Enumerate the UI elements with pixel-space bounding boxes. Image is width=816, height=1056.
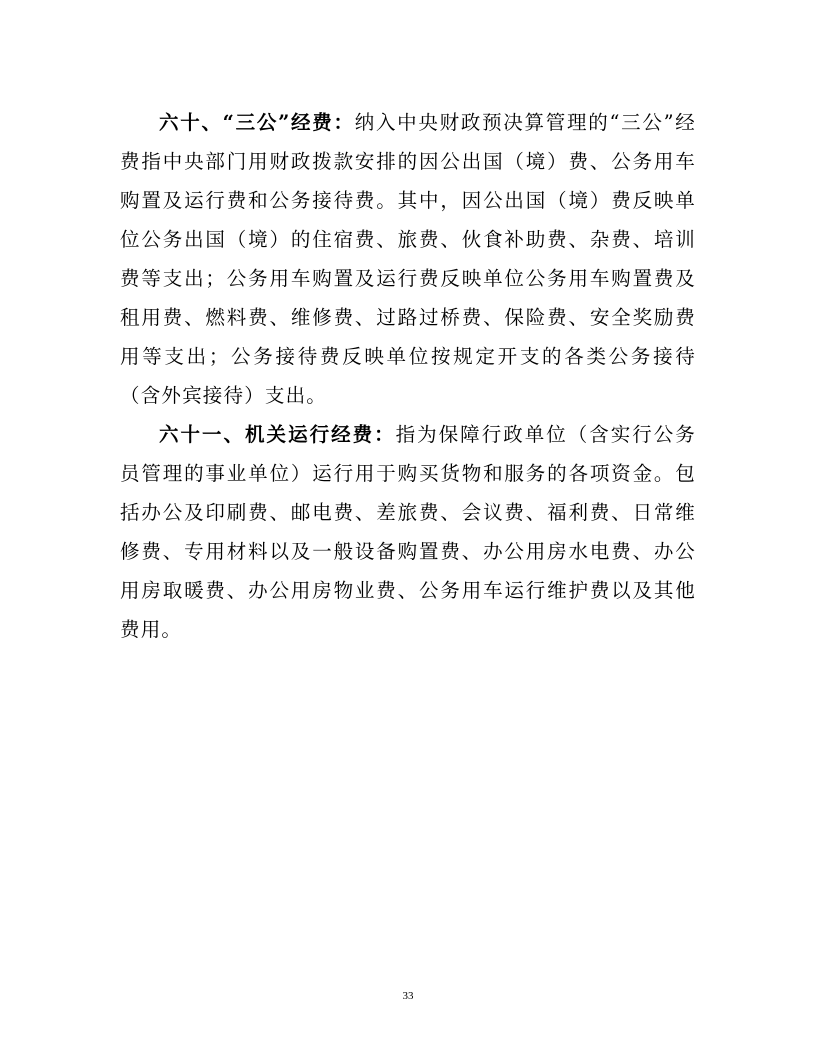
term-agency-operating-expenses: 六十一、机关运行经费： bbox=[159, 423, 396, 446]
definition-sangong-expenses: 纳入中央财政预决算管理的“三公”经费指中央部门用财政拨款安排的因公出国（境）费、公务用车购置及运行费和公务接待费。其中，因公出国（境）费反映单位公务出国（境）的住宿费、旅费、伙食补助费、杂费、培训费等支出；公务用车购置及运行费反映单位公务用车购置费及租用费、燃料费、维修费、过路过桥费、保险费、安全奖励费用等支出；公务接待费反映单位按规定开支的各类公务接待（含外宾接待）支出。 bbox=[120, 111, 696, 407]
definition-agency-operating-expenses: 指为保障行政单位（含实行公务员管理的事业单位）运行用于购买货物和服务的各项资金。包括办公及印刷费、邮电费、差旅费、会议费、福利费、日常维修费、专用材料以及一般设备购置费、办公用房水电费、办公用房取暖费、办公用房物业费、公务用车运行维护费以及其他费用。 bbox=[120, 423, 696, 641]
document-body bbox=[120, 103, 696, 649]
paragraph-agency-operating-expenses bbox=[120, 415, 696, 649]
page-number: 33 bbox=[402, 990, 414, 1002]
term-sangong-expenses: 六十、“三公”经费： bbox=[159, 111, 355, 134]
paragraph-sangong-expenses bbox=[120, 103, 696, 415]
